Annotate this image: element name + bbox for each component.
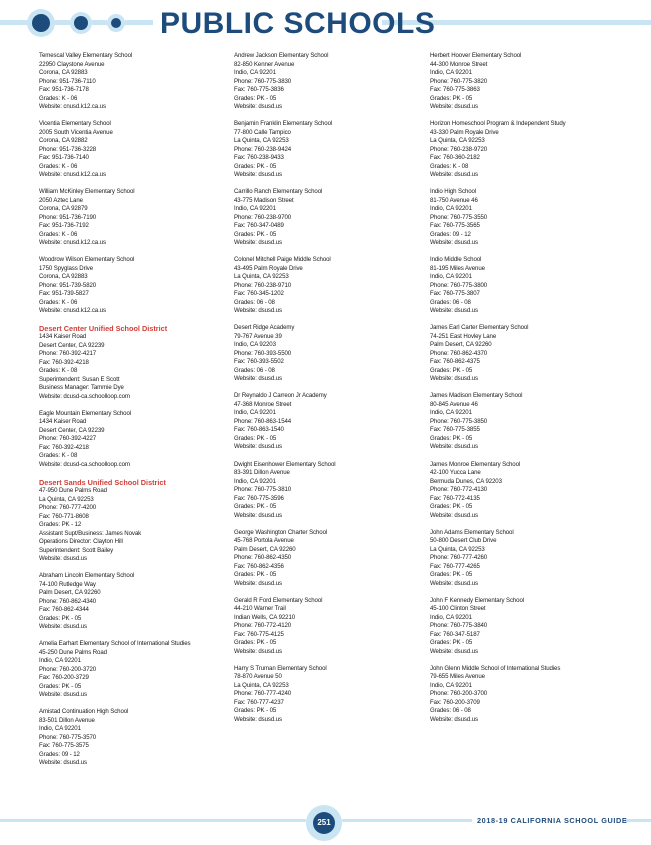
header-rule-left	[0, 20, 30, 25]
school-name: Amistad Continuation High School	[39, 708, 129, 716]
entry-detail-line: Website: dsusd.us	[39, 555, 87, 563]
directory-column-1	[39, 52, 229, 776]
entry-detail-line: 45-100 Clinton Street	[430, 605, 486, 613]
entry-detail-line: Desert Center, CA 92239	[39, 426, 105, 434]
entry-detail-line: 47-368 Monroe Street	[234, 400, 292, 408]
school-entry	[430, 52, 620, 112]
footer-rule-left	[0, 819, 306, 822]
entry-detail-line: Website: dsusd.us	[39, 759, 87, 767]
district-heading: Desert Center Unified School District	[39, 324, 168, 334]
school-name: James Madison Elementary School	[430, 392, 523, 400]
header-dot-large	[32, 14, 50, 32]
entry-detail-line: Indio, CA 92201	[234, 477, 276, 485]
entry-detail-line: Fax: 760-775-3575	[39, 742, 89, 750]
entry-detail-line: Fax: 760-862-4344	[39, 606, 89, 614]
school-name: Eagle Mountain Elementary School	[39, 409, 131, 417]
entry-detail-line: Fax: 760-775-3863	[430, 86, 480, 93]
entry-detail-line: Grades: 06 - 08	[430, 707, 471, 715]
entry-detail-line: Phone: 951-736-3228	[39, 145, 97, 153]
entry-detail-line: Grades: PK - 05	[234, 230, 277, 238]
school-name: Horizon Homeschool Program & Independent Study	[430, 120, 566, 128]
entry-detail-line: Phone: 760-772-4120	[234, 622, 292, 630]
entry-detail-line: Indio, CA 92201	[234, 205, 276, 213]
entry-detail-line: 78-870 Avenue 50	[234, 673, 282, 681]
entry-detail-line: Palm Desert, CA 92260	[39, 589, 101, 597]
school-name: Carrillo Ranch Elementary School	[234, 188, 323, 196]
directory-column-2	[234, 52, 424, 733]
entry-detail-line: Phone: 760-863-1544	[234, 417, 292, 425]
school-name: Dwight Eisenhower Elementary School	[234, 460, 336, 468]
entry-detail-line: Indio, CA 92201	[430, 613, 472, 621]
entry-detail-line: Corona, CA 92883	[39, 69, 88, 76]
header-rule-seg3	[125, 20, 150, 25]
entry-detail-line: 79-655 Miles Avenue	[430, 673, 485, 681]
entry-detail-line: 83-391 Dillon Avenue	[234, 469, 290, 477]
entry-detail-line: Website: dsusd.us	[430, 103, 478, 110]
entry-detail-line: Website: dsusd.us	[234, 715, 282, 723]
entry-detail-line: 44-210 Warner Trail	[234, 605, 286, 613]
entry-detail-line: Grades: PK - 05	[234, 707, 277, 715]
school-name: John Adams Elementary School	[430, 528, 514, 536]
entry-detail-line: Grades: PK - 05	[234, 639, 277, 647]
entry-detail-line: Grades: PK - 05	[430, 434, 473, 442]
entry-detail-line: Grades: K - 08	[430, 162, 469, 170]
entry-detail-line: 22950 Claystone Avenue	[39, 60, 105, 68]
entry-detail-line: Fax: 951-739-5827	[39, 290, 89, 298]
entry-detail-line: Phone: 760-392-4227	[39, 435, 97, 443]
entry-detail-line: Phone: 760-777-4240	[234, 690, 292, 698]
entry-detail-line: Phone: 760-775-3810	[234, 486, 292, 494]
entry-detail-line: Fax: 760-777-4265	[430, 562, 480, 570]
school-entry	[234, 120, 424, 180]
district-entry	[39, 324, 229, 401]
entry-detail-line: La Quinta, CA 92253	[39, 495, 94, 503]
entry-detail-line: Grades: PK - 05	[430, 571, 473, 579]
school-entry	[234, 52, 424, 112]
entry-detail-line: Grades: PK - 05	[234, 162, 277, 170]
entry-detail-line: Grades: K - 08	[39, 367, 78, 375]
page-number: 251	[313, 812, 335, 834]
entry-detail-line: Grades: PK - 05	[430, 366, 473, 374]
school-entry	[39, 708, 229, 768]
entry-detail-line: Business Manager: Tammie Dye	[39, 384, 124, 392]
entry-detail-line: Fax: 760-775-3565	[430, 222, 480, 230]
entry-detail-line: Website: dcusd-ca.schoolloop.com	[39, 392, 130, 400]
entry-detail-line: Phone: 760-862-4350	[234, 554, 292, 562]
entry-detail-line: Fax: 760-777-4237	[234, 698, 284, 706]
entry-detail-line: 45-250 Dune Palms Road	[39, 648, 107, 656]
footer-rule-middle	[342, 819, 472, 822]
school-name: Gerald R Ford Elementary School	[234, 596, 323, 604]
entry-detail-line: 81-195 Miles Avenue	[430, 264, 485, 272]
school-name: Colonel Mitchell Paige Middle School	[234, 256, 331, 264]
entry-detail-line: Fax: 760-771-8608	[39, 512, 89, 520]
entry-detail-line: Fax: 760-345-1202	[234, 290, 284, 298]
school-entry	[430, 392, 620, 452]
school-name: William McKinley Elementary School	[39, 188, 135, 196]
entry-detail-line: Corona, CA 92879	[39, 205, 88, 213]
entry-detail-line: Grades: PK - 12	[39, 521, 82, 529]
entry-detail-line: Indio, CA 92201	[430, 273, 472, 281]
entry-detail-line: Website: dsusd.us	[430, 443, 478, 451]
school-entry	[430, 529, 620, 589]
entry-detail-line: Phone: 760-775-3840	[430, 622, 488, 630]
entry-detail-line: Phone: 760-775-3820	[430, 77, 488, 85]
school-entry	[39, 410, 229, 470]
entry-detail-line: Indio, CA 92201	[430, 205, 472, 213]
district-entry	[39, 478, 229, 564]
entry-detail-line: Phone: 760-775-3550	[430, 213, 488, 221]
entry-detail-line: Grades: PK - 05	[234, 503, 277, 511]
district-heading: Desert Sands Unified School District	[39, 478, 166, 488]
entry-detail-line: Phone: 760-200-3700	[430, 690, 488, 698]
entry-detail-line: La Quinta, CA 92253	[234, 137, 289, 145]
entry-detail-line: Website: dsusd.us	[430, 715, 478, 723]
school-name: Indio Middle School	[430, 256, 482, 264]
entry-detail-line: Website: cnusd.k12.ca.us	[39, 171, 106, 179]
guide-title: 2018-19 CALIFORNIA SCHOOL GUIDE	[477, 816, 628, 825]
entry-detail-line: Phone: 760-392-4217	[39, 350, 97, 358]
school-name: Temescal Valley Elementary School	[39, 52, 133, 59]
entry-detail-line: Indio, CA 92201	[430, 69, 472, 76]
entry-detail-line: Fax: 760-238-9433	[234, 154, 284, 162]
header-rule-seg2	[92, 20, 107, 25]
entry-detail-line: 74-100 Rutledge Way	[39, 580, 96, 588]
school-entry	[234, 324, 424, 384]
school-entry	[430, 188, 620, 248]
entry-detail-line: La Quinta, CA 92253	[430, 137, 485, 145]
entry-detail-line: Grades: PK - 05	[39, 682, 82, 690]
school-entry	[430, 597, 620, 657]
school-name: James Earl Carter Elementary School	[430, 324, 529, 332]
entry-detail-line: Website: dsusd.us	[234, 511, 282, 519]
entry-detail-line: La Quinta, CA 92253	[234, 273, 289, 281]
entry-detail-line: Fax: 951-736-7178	[39, 86, 89, 93]
entry-detail-line: Fax: 760-347-0489	[234, 222, 284, 230]
entry-detail-line: Website: dsusd.us	[234, 103, 282, 110]
school-entry	[39, 640, 229, 700]
entry-detail-line: Grades: 09 - 12	[430, 230, 471, 238]
entry-detail-line: Website: dsusd.us	[234, 171, 282, 179]
entry-detail-line: Fax: 760-772-4135	[430, 494, 480, 502]
school-entry	[234, 256, 424, 316]
entry-detail-line: Fax: 760-347-5187	[430, 630, 480, 638]
entry-detail-line: Website: dsusd.us	[430, 579, 478, 587]
header-dot-small	[111, 18, 121, 28]
entry-detail-line: Fax: 760-392-4218	[39, 443, 89, 451]
entry-detail-line: 43-495 Palm Royale Drive	[234, 264, 303, 272]
directory-column-3	[430, 52, 620, 733]
school-name: Herbert Hoover Elementary School	[430, 52, 522, 59]
entry-detail-line: 1434 Kaiser Road	[39, 333, 87, 341]
entry-detail-line: Fax: 760-200-3709	[430, 698, 480, 706]
entry-detail-line: Phone: 951-736-7190	[39, 213, 97, 221]
entry-detail-line: Website: dcusd-ca.schoolloop.com	[39, 460, 130, 468]
entry-detail-line: Website: dsusd.us	[39, 691, 87, 699]
entry-detail-line: Grades: K - 06	[39, 230, 78, 238]
school-entry	[430, 120, 620, 180]
entry-detail-line: Fax: 760-775-3596	[234, 494, 284, 502]
school-name: Woodrow Wilson Elementary School	[39, 256, 135, 264]
entry-detail-line: Fax: 760-775-3807	[430, 290, 480, 298]
entry-detail-line: Phone: 760-775-3830	[234, 77, 292, 85]
entry-detail-line: Phone: 760-238-9720	[430, 145, 488, 153]
entry-detail-line: Indio, CA 92203	[234, 341, 276, 349]
entry-detail-line: Website: dsusd.us	[234, 579, 282, 587]
school-name: John Glenn Middle School of International Studies	[430, 664, 561, 672]
entry-detail-line: Website: dsusd.us	[234, 307, 282, 315]
entry-detail-line: Fax: 760-862-4375	[430, 358, 480, 366]
entry-detail-line: Fax: 951-736-7192	[39, 222, 89, 230]
entry-detail-line: Assistant Supt/Business: James Novak	[39, 529, 142, 537]
header-rule-mid	[150, 20, 153, 25]
entry-detail-line: 77-800 Calle Tampico	[234, 128, 291, 136]
entry-detail-line: Desert Center, CA 92239	[39, 341, 105, 349]
entry-detail-line: Palm Desert, CA 92260	[430, 341, 492, 349]
entry-detail-line: Phone: 760-393-5500	[234, 349, 292, 357]
school-entry	[39, 120, 229, 180]
entry-detail-line: Superintendent: Scott Bailey	[39, 546, 114, 554]
entry-detail-line: Grades: PK - 05	[430, 94, 473, 102]
entry-detail-line: 44-300 Monroe Street	[430, 60, 488, 68]
entry-detail-line: 83-501 Dillon Avenue	[39, 716, 95, 724]
school-entry	[430, 256, 620, 316]
header-rule-seg1	[55, 20, 70, 25]
entry-detail-line: Website: dsusd.us	[234, 239, 282, 247]
entry-detail-line: Grades: PK - 05	[39, 614, 82, 622]
entry-detail-line: 74-251 East Hovley Lane	[430, 332, 497, 340]
entry-detail-line: 82-850 Kenner Avenue	[234, 60, 295, 68]
entry-detail-line: 80-845 Avenue 46	[430, 400, 478, 408]
school-entry	[39, 188, 229, 248]
entry-detail-line: Website: cnusd.k12.ca.us	[39, 103, 106, 110]
entry-detail-line: Website: dsusd.us	[430, 647, 478, 655]
entry-detail-line: Grades: PK - 05	[234, 94, 277, 102]
entry-detail-line: Grades: 06 - 08	[430, 298, 471, 306]
school-entry	[39, 52, 229, 112]
entry-detail-line: Website: dsusd.us	[430, 375, 478, 383]
entry-detail-line: Fax: 760-392-4218	[39, 358, 89, 366]
entry-detail-line: Fax: 760-775-3836	[234, 86, 284, 93]
entry-detail-line: Phone: 760-772-4130	[430, 486, 488, 494]
school-name: Vicentia Elementary School	[39, 120, 111, 128]
entry-detail-line: Phone: 760-862-4370	[430, 349, 488, 357]
entry-detail-line: Grades: 06 - 08	[234, 298, 275, 306]
entry-detail-line: Corona, CA 92883	[39, 273, 88, 281]
entry-detail-line: Phone: 760-777-4200	[39, 504, 97, 512]
school-name: John F Kennedy Elementary School	[430, 596, 525, 604]
entry-detail-line: 42-100 Yucca Lane	[430, 469, 481, 477]
entry-detail-line: Phone: 760-777-4260	[430, 554, 488, 562]
entry-detail-line: Grades: PK - 05	[430, 639, 473, 647]
entry-detail-line: Phone: 760-775-3570	[39, 733, 97, 741]
entry-detail-line: Phone: 951-739-5820	[39, 281, 97, 289]
entry-detail-line: Grades: K - 08	[39, 452, 78, 460]
school-entry	[39, 256, 229, 316]
entry-detail-line: Fax: 760-200-3729	[39, 674, 89, 682]
school-entry	[234, 188, 424, 248]
entry-detail-line: Bermuda Dunes, CA 92203	[430, 477, 502, 485]
entry-detail-line: Phone: 760-238-9710	[234, 281, 292, 289]
page-title: PUBLIC SCHOOLS	[160, 7, 436, 40]
entry-detail-line: Grades: K - 06	[39, 94, 78, 102]
entry-detail-line: 50-800 Desert Club Drive	[430, 537, 497, 545]
entry-detail-line: Website: dsusd.us	[430, 511, 478, 519]
entry-detail-line: Grades: K - 06	[39, 298, 78, 306]
entry-detail-line: La Quinta, CA 92253	[430, 545, 485, 553]
entry-detail-line: Phone: 760-775-3850	[430, 417, 488, 425]
entry-detail-line: Website: dsusd.us	[430, 239, 478, 247]
entry-detail-line: Indio, CA 92201	[39, 657, 81, 665]
entry-detail-line: Phone: 760-238-9424	[234, 145, 292, 153]
school-name: George Washington Charter School	[234, 528, 328, 536]
entry-detail-line: Grades: PK - 05	[234, 571, 277, 579]
entry-detail-line: 47-950 Dune Palms Road	[39, 487, 107, 495]
school-entry	[234, 392, 424, 452]
header-dot-medium	[74, 16, 88, 30]
entry-detail-line: Fax: 760-863-1540	[234, 426, 284, 434]
entry-detail-line: Corona, CA 92882	[39, 137, 88, 145]
entry-detail-line: Palm Desert, CA 92260	[234, 545, 296, 553]
school-entry	[234, 461, 424, 521]
school-name: Indio High School	[430, 188, 477, 196]
school-entry	[234, 665, 424, 725]
school-name: Dr Reynaldo J Carreon Jr Academy	[234, 392, 327, 400]
entry-detail-line: Phone: 760-238-9700	[234, 213, 292, 221]
entry-detail-line: Website: cnusd.k12.ca.us	[39, 239, 106, 247]
entry-detail-line: Fax: 760-393-5502	[234, 358, 284, 366]
entry-detail-line: 43-330 Palm Royale Drive	[430, 128, 499, 136]
entry-detail-line: Indio, CA 92201	[234, 409, 276, 417]
entry-detail-line: Operations Director: Clayton Hill	[39, 538, 123, 546]
entry-detail-line: La Quinta, CA 92253	[234, 681, 289, 689]
school-name: Abraham Lincoln Elementary School	[39, 572, 135, 580]
entry-detail-line: Grades: K - 06	[39, 162, 78, 170]
entry-detail-line: Fax: 951-736-7140	[39, 154, 89, 162]
entry-detail-line: Website: dsusd.us	[234, 647, 282, 655]
entry-detail-line: Indio, CA 92201	[39, 725, 81, 733]
entry-detail-line: Indio, CA 92201	[234, 69, 276, 76]
entry-detail-line: 45-768 Portola Avenue	[234, 537, 294, 545]
entry-detail-line: 2005 South Vicentia Avenue	[39, 128, 113, 136]
school-name: James Monroe Elementary School	[430, 460, 521, 468]
entry-detail-line: Indio, CA 92201	[430, 409, 472, 417]
entry-detail-line: Grades: 09 - 12	[39, 750, 80, 758]
entry-detail-line: Fax: 760-360-2182	[430, 154, 480, 162]
entry-detail-line: Superintendent: Susan E Scott	[39, 375, 120, 383]
entry-detail-line: Website: dsusd.us	[430, 307, 478, 315]
school-entry	[430, 461, 620, 521]
school-entry	[234, 597, 424, 657]
entry-detail-line: Phone: 951-736-7110	[39, 77, 96, 85]
entry-detail-line: Grades: 06 - 08	[234, 366, 275, 374]
entry-detail-line: Phone: 760-775-3800	[430, 281, 488, 289]
school-entry	[430, 324, 620, 384]
entry-detail-line: 2050 Aztec Lane	[39, 196, 83, 204]
entry-detail-line: 81-750 Avenue 46	[430, 196, 478, 204]
entry-detail-line: 79-767 Avenue 39	[234, 332, 282, 340]
entry-detail-line: 43-775 Madison Street	[234, 196, 294, 204]
entry-detail-line: Website: dsusd.us	[430, 171, 478, 179]
entry-detail-line: Website: dsusd.us	[39, 623, 87, 631]
entry-detail-line: Grades: PK - 05	[430, 503, 473, 511]
entry-detail-line: Indian Wells, CA 92210	[234, 613, 296, 621]
entry-detail-line: Fax: 760-862-4356	[234, 562, 284, 570]
entry-detail-line: 1434 Kaiser Road	[39, 418, 87, 426]
entry-detail-line: Fax: 760-775-4125	[234, 630, 284, 638]
entry-detail-line: Website: dsusd.us	[234, 443, 282, 451]
entry-detail-line: Website: dsusd.us	[234, 375, 282, 383]
footer-rule-right	[625, 819, 651, 822]
school-name: Amelia Earhart Elementary School of International Studies	[39, 640, 191, 648]
school-name: Desert Ridge Academy	[234, 324, 295, 332]
school-entry	[234, 529, 424, 589]
entry-detail-line: Phone: 760-862-4340	[39, 597, 97, 605]
school-entry	[430, 665, 620, 725]
school-entry	[39, 572, 229, 632]
school-name: Benjamin Franklin Elementary School	[234, 120, 333, 128]
entry-detail-line: 1750 Spyglass Drive	[39, 264, 93, 272]
school-name: Harry S Truman Elementary School	[234, 664, 327, 672]
entry-detail-line: Indio, CA 92201	[430, 681, 472, 689]
entry-detail-line: Grades: PK - 05	[234, 434, 277, 442]
entry-detail-line: Phone: 760-200-3720	[39, 665, 97, 673]
school-name: Andrew Jackson Elementary School	[234, 52, 329, 59]
entry-detail-line: Fax: 760-775-3855	[430, 426, 480, 434]
entry-detail-line: Website: cnusd.k12.ca.us	[39, 307, 106, 315]
